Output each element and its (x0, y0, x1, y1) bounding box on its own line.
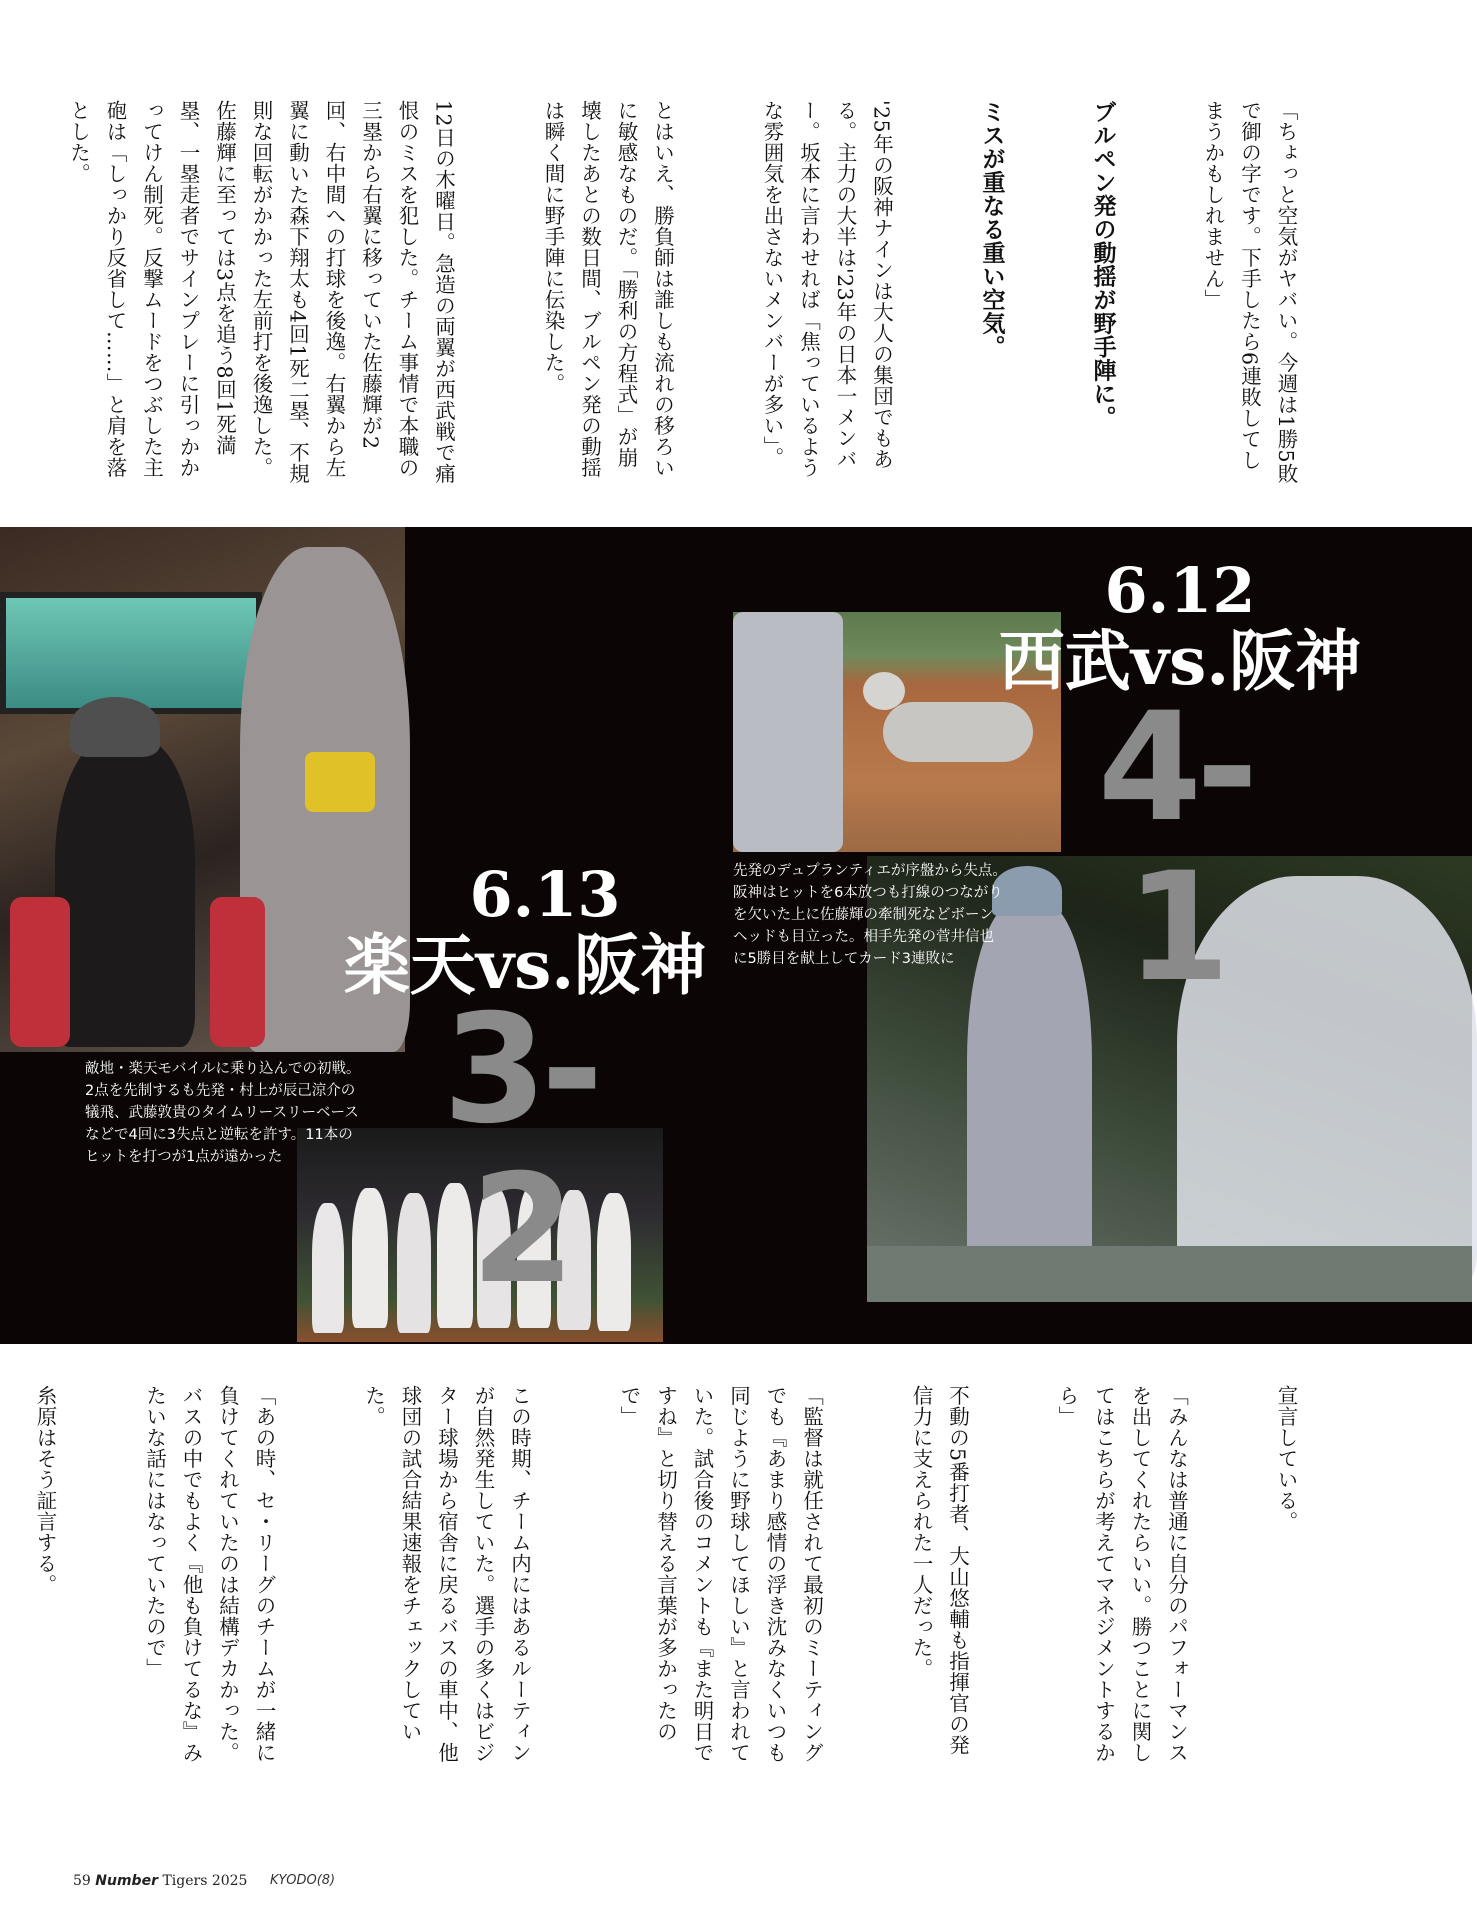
paragraph: 宣言している。 (1274, 1385, 1298, 1532)
player-figure (312, 1203, 344, 1333)
dugout-monitor (0, 592, 262, 714)
paragraph: 「監督は就任されて最初のミーティングでも『あまり感情の浮き沈みなくいつも同じように野球してほしい』と言われていた。試合後のコメントも『また明日ですね』と切り替える言葉が多かったので」 (617, 1385, 824, 1763)
fielder-legs (733, 612, 843, 852)
magazine-name: Number (95, 1873, 158, 1889)
game2-date: 6.13 (469, 858, 621, 931)
player-figure (352, 1188, 388, 1328)
paragraph: この時期、チーム内にはあるルーティンが自然発生していた。選手の多くはビジター球場から宿舎に戻るバスの車中、他球団の試合結果速報をチェックしていた。 (361, 1385, 532, 1763)
game1-teams: 西武vs.阪神 (998, 622, 1362, 700)
paragraph: 糸原はそう証言する。 (33, 1385, 57, 1595)
paragraph: 不動の5番打者、大山悠輔も指揮官の発信力に支えられた一人だった。 (909, 1385, 970, 1756)
game2-score: 3-2 (442, 983, 598, 1317)
cap-figure (70, 697, 160, 757)
issue-name: Tigers 2025 (162, 1873, 248, 1889)
paragraph: 12日の木曜日。急造の両翼が西武戦で痛恨のミスを犯した。チーム事情で本職の三塁から右翼に移っていた佐藤輝が2回、右中間への打球を後逸。右翼から左翼に動いた森下翔太も4回1死二塁、不規則な回転がかかった左前打を後逸した。佐藤輝に至っては3点を追う8回1死満塁、一塁走者でサインプレーに引っかかってけん制死。反撃ムードをつぶした主砲は「しっかり反省して……」と肩を落とした。 (66, 100, 456, 485)
game1-date: 6.12 (1104, 554, 1256, 627)
paragraph: 「あの時、セ・リーグのチームが一緒に負けてくれていたのは結構デカかった。バスの中でもよく『他も負けてるな』みたいな話にはなっていたので」 (142, 1385, 276, 1763)
paragraph: 「みんなは普通に自分のパフォーマンスを出してくれたらいい。勝つことに関してはこちらが考えてマネジメントするから」 (1055, 1385, 1189, 1763)
game2-caption: 敵地・楽天モバイルに乗り込んでの初戦。2点を先制するも先発・村上が辰己涼介の犠飛、武藤敦貴のタイムリースリーベースなどで4回に3失点と逆転を許す。11本のヒットを打つが1点が遠かった (85, 1061, 361, 1165)
manager-figure (55, 737, 195, 1047)
outfield-sign (867, 1246, 1472, 1302)
page-footer (73, 1873, 247, 1889)
section-heading-line-2: ミスが重なる重い空気。 (978, 100, 1005, 359)
paragraph: '25年の阪神ナインは大人の集団でもある。主力の大半は'23年の日本一メンバー。坂本に言わせれば「焦っているような雰囲気を出さないメンバーが多い」。 (760, 100, 894, 478)
game2-teams: 楽天vs.阪神 (343, 926, 707, 1004)
bottom-article-column (33, 1385, 1377, 1765)
paragraph: 「ちょっと空気がヤバい。今週は1勝5敗で御の字です。下手したら6連敗してしまうかもしれません」 (1201, 100, 1298, 485)
armband (305, 752, 375, 812)
game1-caption: 先発のデュプランティエが序盤から失点。阪神はヒットを6本放つも打線のつながりを欠いた上に佐藤輝の牽制死などボーンヘッドも目立った。相手先発の菅井信也に5勝目を献上してカード3連敗に (733, 863, 1007, 967)
paragraph: とはいえ、勝負師は誰しも流れの移ろいに敏感なものだ。「勝利の方程式」が崩壊したあとの数日間、ブルペン発の動揺は瞬く間に野手陣に伝染した。 (541, 100, 675, 478)
page-number: 59 (73, 1873, 91, 1889)
helmet (863, 672, 905, 710)
game1-score: 4-1 (1097, 681, 1253, 1015)
photo-credit: KYODO(8) (270, 1873, 336, 1888)
dugout-seat (210, 897, 265, 1047)
dugout-seat (10, 897, 70, 1047)
section-heading-line-1: ブルペン発の動揺が野手陣に。 (1089, 100, 1116, 429)
top-article-column (66, 100, 1377, 485)
sliding-runner (883, 702, 1033, 762)
